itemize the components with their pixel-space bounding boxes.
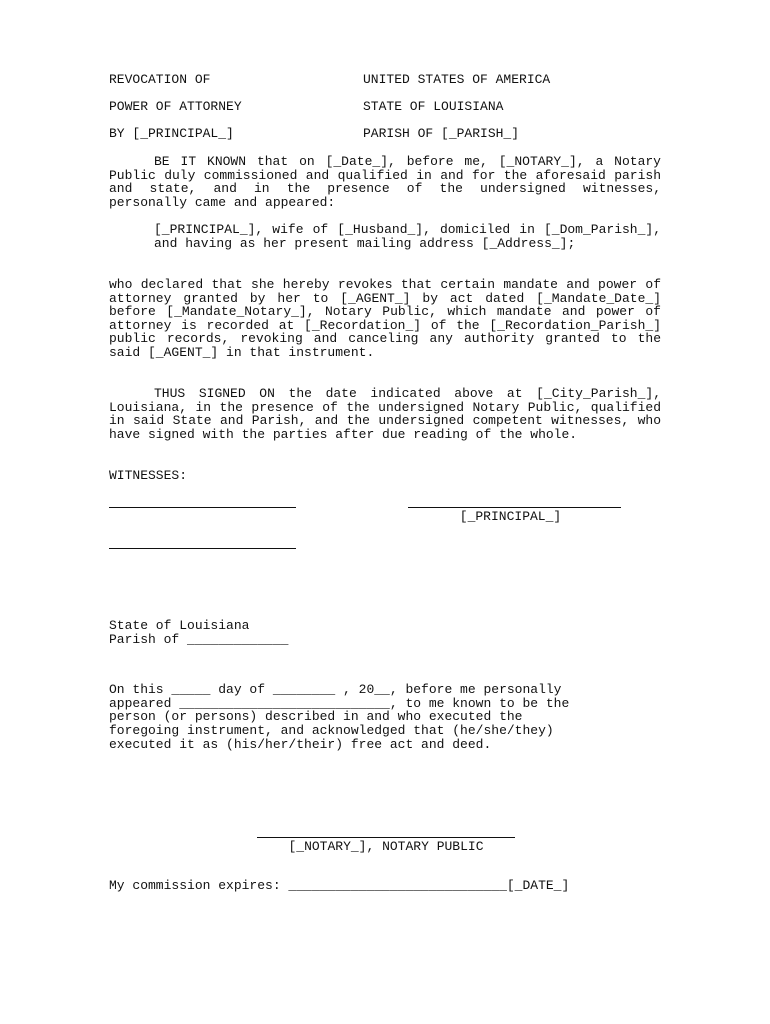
jurisdiction-parish: PARISH OF [_PARISH_] xyxy=(363,126,520,141)
principal-signature-line xyxy=(408,507,621,508)
witness-1-signature-line xyxy=(109,507,296,508)
notary-signature-line xyxy=(257,837,515,838)
title-line-3: BY [_PRINCIPAL_] xyxy=(109,126,234,141)
jurisdiction-country: UNITED STATES OF AMERICA xyxy=(363,72,551,87)
witnesses-label: WITNESSES: xyxy=(109,468,188,483)
ack-text-line-1: On this _____ day of ________ , 20__, before me personally xyxy=(109,682,562,697)
commission-expires: My commission expires: ____________________________[_DATE_] xyxy=(109,878,570,893)
signed-paragraph: THUS SIGNED ON the date indicated above at [_City_Parish_], Louisiana, in the presence of the undersigned Notary Public, qualified in said State and Parish, and the undersigned competent witnesses, who have signed with the parties after due reading of the whole. xyxy=(109,386,661,442)
ack-state: State of Louisiana xyxy=(109,618,250,633)
witness-2-signature-line xyxy=(109,548,296,549)
jurisdiction-state: STATE OF LOUISIANA xyxy=(363,99,504,114)
declaration-paragraph: who declared that she hereby revokes that certain mandate and power of attorney granted by her to [_AGENT_] by act dated [_Mandate_Date_] before [_Mandate_Notary_], Notary Public, which mandate and power of attorney is recorded at [_Recordation_] of the [_Recordation_Parish_] public records, revoking and canceling any authority granted to the said [_AGENT_] in that instrument. xyxy=(109,277,661,360)
principal-label: [_PRINCIPAL_] xyxy=(459,509,562,524)
title-line-1: REVOCATION OF xyxy=(109,72,211,87)
ack-parish: Parish of _____________ xyxy=(109,632,289,647)
notary-label: [_NOTARY_], NOTARY PUBLIC xyxy=(288,839,484,854)
intro-paragraph: BE IT KNOWN that on [_Date_], before me, [_NOTARY_], a Notary Public duly commissioned and qualified in and for the aforesaid parish and state, and in the presence of the undersigned witnesses, personally came and appeared: xyxy=(109,154,661,210)
ack-text-line-5: executed it as (his/her/their) free act and deed. xyxy=(109,737,492,752)
ack-text-line-3: person (or persons) described in and who executed the xyxy=(109,709,523,724)
title-line-2: POWER OF ATTORNEY xyxy=(109,99,242,114)
ack-text-line-2: appeared ___________________________, to me known to be the xyxy=(109,696,570,711)
appearer-paragraph: [_PRINCIPAL_], wife of [_Husband_], domiciled in [_Dom_Parish_], and having as her present mailing address [_Address_]; xyxy=(154,222,661,251)
ack-text-line-4: foregoing instrument, and acknowledged that (he/she/they) xyxy=(109,723,554,738)
